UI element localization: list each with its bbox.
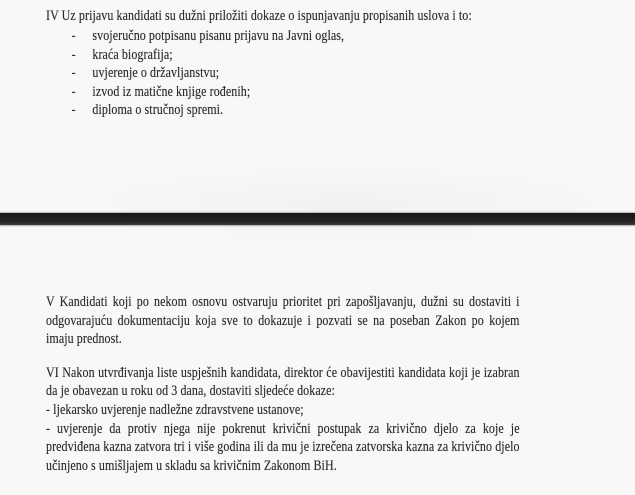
section-vi-item: - ljekarsko uvjerenje nadležne zdravstvene ustanove; bbox=[46, 401, 304, 418]
list-item bbox=[46, 46, 630, 65]
list-item-text: svojeručno potpisanu pisanu prijavu na Javni oglas, bbox=[92, 28, 345, 44]
section-iv-heading: IV Uz prijavu kandidati su dužni priložiti dokaze o ispunjavanju propisanih uslova i to: bbox=[46, 8, 472, 24]
list-item-text: diploma o stručnoj spremi. bbox=[92, 102, 224, 119]
dash-bullet: - bbox=[71, 65, 76, 82]
list-item bbox=[46, 64, 630, 83]
section-iv bbox=[46, 7, 630, 120]
list-item bbox=[46, 101, 630, 120]
list-item-text: kraća biografija; bbox=[92, 46, 173, 63]
dash-bullet: - bbox=[71, 46, 76, 63]
list-item bbox=[46, 83, 630, 102]
dash-bullet: - bbox=[71, 28, 76, 44]
section-vi-item: - uvjerenje da protiv njega nije pokrenut krivični postupak za krivično djelo za koje je predviđena kazna zatvora tri i više godina ili da mu je izrečena zatvorska kazna za krivično djelo učinjeno s umišljajem u skladu sa krivičnim Zakonom BiH. bbox=[46, 420, 520, 474]
section-iv-list bbox=[46, 27, 630, 120]
list-item-text: izvod iz matične knjige rođenih; bbox=[92, 83, 251, 100]
section-vi-intro: VI Nakon utvrđivanja liste uspješnih kandidata, direktor će obavijestiti kandidata koji je izabran da je obavezan u roku od 3 dana, dostaviti sljedeće dokaze: bbox=[46, 364, 520, 400]
section-v-paragraph: V Kandidati koji po nekom osnovu ostvaruju prioritet pri zapošljavanju, dužni su dostaviti i odgovarajuću dokumentaciju koja sve to dokazuje i pozvati se na poseban Zakon po kojem imaju prednost. bbox=[46, 294, 520, 348]
list-item bbox=[46, 27, 630, 46]
sections-v-vi bbox=[46, 293, 520, 475]
dash-bullet: - bbox=[71, 83, 76, 100]
dash-bullet: - bbox=[71, 102, 76, 119]
list-item-text: uvjerenje o državljanstvu; bbox=[92, 65, 220, 82]
scan-divider-bar bbox=[0, 213, 635, 225]
